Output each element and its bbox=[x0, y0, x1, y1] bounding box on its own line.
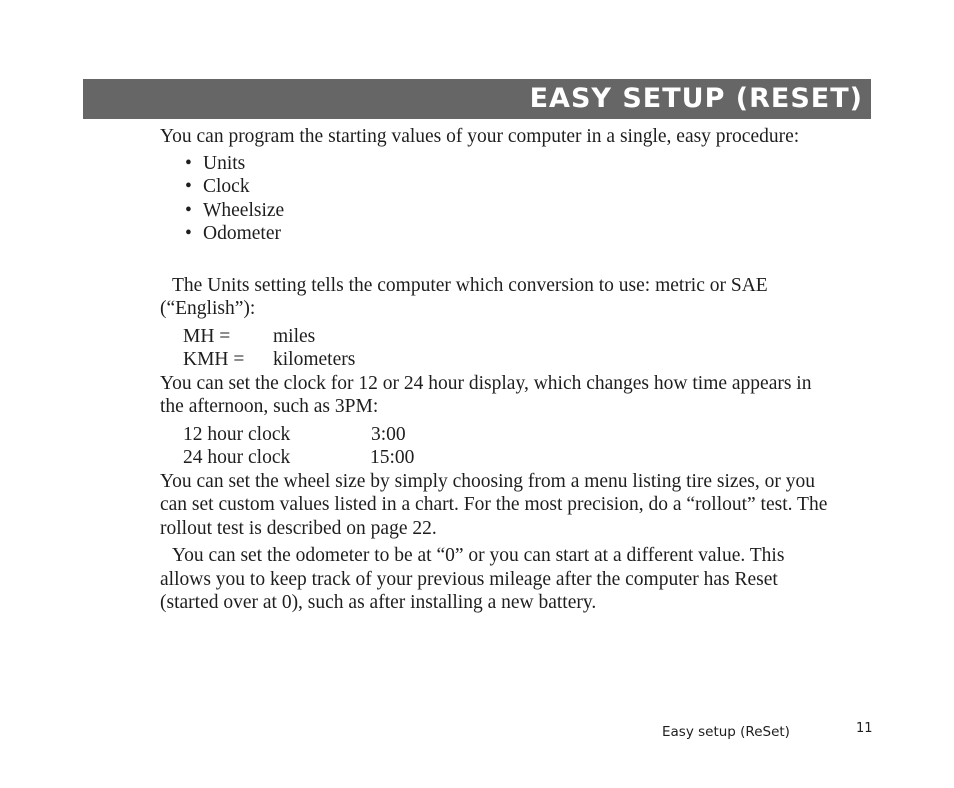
settings-list bbox=[160, 152, 840, 246]
clock-value: 3:00 bbox=[371, 423, 406, 445]
clock-label: 24 hour clock bbox=[183, 447, 291, 468]
units-key: KMH = bbox=[183, 349, 245, 370]
clock-value: 15:00 bbox=[370, 447, 415, 468]
clock-example-row bbox=[160, 423, 840, 447]
wheel-paragraph: You can set the wheel size by simply choosing from a menu listing tire sizes, or you can set custom values listed in a chart. For the most precision, do a “rollout” test. The rollout test is described on page 22. bbox=[160, 470, 828, 539]
list-item-label: Odometer bbox=[203, 223, 281, 244]
main-content bbox=[160, 125, 840, 615]
clock-label: 12 hour clock bbox=[183, 423, 291, 445]
page-number: 11 bbox=[856, 721, 873, 736]
bullet-icon: • bbox=[185, 223, 192, 244]
clock-paragraph: You can set the clock for 12 or 24 hour display, which changes how time appears in the afternoon, such as 3PM: bbox=[160, 372, 812, 417]
list-item bbox=[185, 152, 840, 176]
units-value: miles bbox=[273, 325, 316, 347]
header-bar bbox=[83, 79, 871, 119]
bullet-icon: • bbox=[185, 199, 192, 221]
list-item bbox=[185, 222, 840, 246]
footer-section-label: Easy setup (ReSet) bbox=[662, 724, 790, 740]
list-item-label: Wheelsize bbox=[203, 199, 285, 221]
list-item-label: Units bbox=[203, 152, 246, 174]
list-item bbox=[185, 199, 840, 223]
units-paragraph: The Units setting tells the computer which conversion to use: metric or SAE (“English”): bbox=[160, 274, 768, 319]
bullet-icon: • bbox=[185, 152, 192, 174]
units-definition-row bbox=[160, 325, 840, 349]
bullet-icon: • bbox=[185, 176, 192, 197]
list-item bbox=[185, 175, 840, 199]
page-title: EASY SETUP (RESET) bbox=[529, 83, 863, 114]
units-definition-row bbox=[160, 348, 840, 372]
units-key: MH = bbox=[183, 325, 231, 347]
units-value: kilometers bbox=[273, 349, 356, 370]
list-item-label: Clock bbox=[203, 176, 250, 197]
clock-example-row bbox=[160, 446, 840, 470]
odometer-paragraph: You can set the odometer to be at “0” or you can start at a different value. This allows you to keep track of your previous mileage after the computer has Reset (started over at 0), such as after installing a new battery. bbox=[160, 545, 785, 613]
intro-paragraph: You can program the starting values of your computer in a single, easy procedure: bbox=[160, 126, 800, 147]
